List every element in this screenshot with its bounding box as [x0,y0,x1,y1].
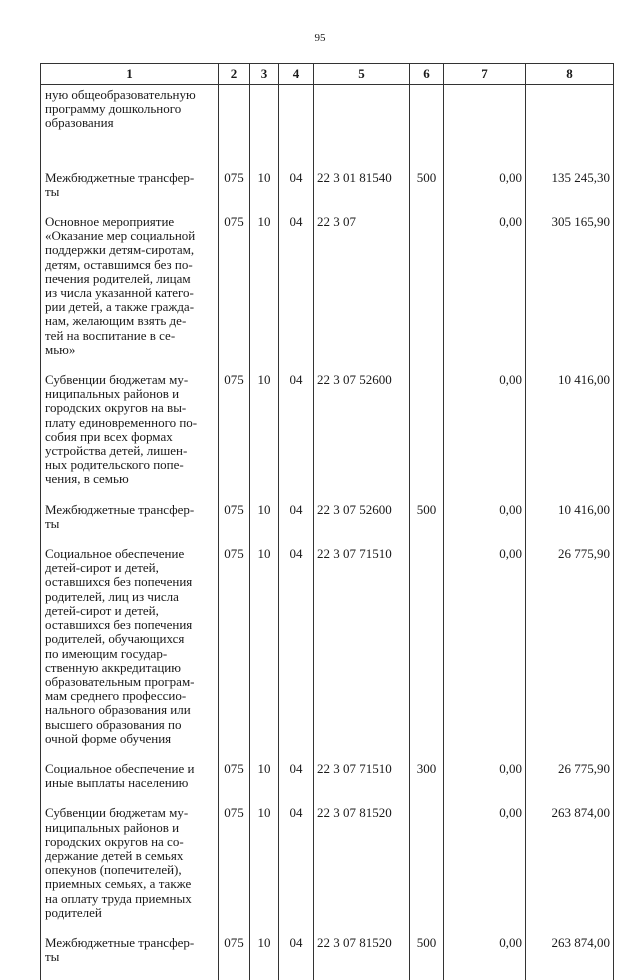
description-line: нам, желающим взять де- [45,314,215,328]
cell-expense-type [410,215,444,373]
cell-section: 10 [250,147,279,215]
cell-section: 10 [250,547,279,762]
cell-ministry: 075 [219,806,250,936]
description-line: высшего образования по [45,718,215,732]
table-row [41,806,614,936]
header-col-4: 4 [279,64,314,85]
cell-amount-8: 10 416,00 [526,503,614,547]
description-line: ты [45,517,215,531]
cell-expense-type: 500 [410,503,444,547]
description-line: по имеющим государ- [45,647,215,661]
cell-amount-8: 263 874,00 [526,806,614,936]
description-line: ственную аккредитацию [45,661,215,675]
description-line: собия при всех формах [45,430,215,444]
description-line: оставшихся без попечения [45,575,215,589]
cell-description [41,215,219,373]
description-line: опекунов (попечителей), [45,863,215,877]
cell-target-article: 22 3 07 52600 [314,503,410,547]
description-line: ниципальных районов и [45,821,215,835]
cell-description [41,762,219,806]
description-line: родителей [45,906,215,920]
cell-amount-8: 305 165,90 [526,215,614,373]
table-body [41,85,614,980]
cell-ministry: 075 [219,547,250,762]
cell-target-article: 22 3 07 81520 [314,936,410,980]
table-row [41,547,614,762]
cell-description [41,147,219,215]
cell-amount-8: 135 245,30 [526,147,614,215]
header-col-3: 3 [250,64,279,85]
cell-amount-7: 0,00 [444,936,526,980]
description-line: родителей, обучающихся [45,632,215,646]
cell-subsection: 04 [279,373,314,503]
cell-description [41,85,219,147]
cell-amount-7: 0,00 [444,762,526,806]
cell-expense-type: 500 [410,936,444,980]
page-number: 95 [0,32,640,44]
table-row [41,503,614,547]
cell-section: 10 [250,806,279,936]
description-line: тей на воспитание в се- [45,329,215,343]
description-line: Межбюджетные трансфер- [45,171,215,185]
cell-target-article [314,85,410,147]
cell-expense-type [410,547,444,762]
cell-description [41,806,219,936]
cell-subsection: 04 [279,547,314,762]
description-line: детей-сирот и детей, [45,561,215,575]
cell-description [41,373,219,503]
cell-expense-type: 300 [410,762,444,806]
cell-ministry: 075 [219,215,250,373]
cell-target-article: 22 3 07 [314,215,410,373]
cell-section: 10 [250,373,279,503]
description-line: городских округов на вы- [45,401,215,415]
cell-description [41,936,219,980]
header-col-7: 7 [444,64,526,85]
cell-amount-7: 0,00 [444,215,526,373]
description-line: очной форме обучения [45,732,215,746]
description-line: из числа указанной катего- [45,286,215,300]
table-row [41,215,614,373]
description-line: Основное мероприятие [45,215,215,229]
header-col-6: 6 [410,64,444,85]
description-line: плату единовременного по- [45,416,215,430]
cell-amount-7: 0,00 [444,373,526,503]
description-line: городских округов на со- [45,835,215,849]
description-line: на оплату труда приемных [45,892,215,906]
description-line: «Оказание мер социальной [45,229,215,243]
cell-target-article: 22 3 07 71510 [314,547,410,762]
cell-target-article: 22 3 07 52600 [314,373,410,503]
cell-ministry [219,85,250,147]
description-line: поддержки детям-сиротам, [45,243,215,257]
header-row [41,64,614,85]
cell-expense-type [410,85,444,147]
description-line: Субвенции бюджетам му- [45,806,215,820]
cell-amount-7 [444,85,526,147]
cell-subsection: 04 [279,762,314,806]
description-line: нального образования или [45,703,215,717]
description-line: образовательным програм- [45,675,215,689]
cell-amount-8: 26 775,90 [526,762,614,806]
cell-amount-8: 10 416,00 [526,373,614,503]
cell-target-article: 22 3 07 81520 [314,806,410,936]
description-line: детей-сирот и детей, [45,604,215,618]
cell-target-article: 22 3 01 81540 [314,147,410,215]
cell-ministry: 075 [219,936,250,980]
description-line: ты [45,185,215,199]
cell-section: 10 [250,936,279,980]
header-col-2: 2 [219,64,250,85]
cell-subsection: 04 [279,215,314,373]
header-col-5: 5 [314,64,410,85]
description-line: печения родителей, лицам [45,272,215,286]
table-row [41,762,614,806]
description-line: ных родительского попе- [45,458,215,472]
cell-expense-type [410,806,444,936]
cell-ministry: 075 [219,503,250,547]
description-line: мам среднего профессио- [45,689,215,703]
header-col-1: 1 [41,64,219,85]
description-line: Межбюджетные трансфер- [45,936,215,950]
cell-amount-8: 263 874,00 [526,936,614,980]
cell-subsection: 04 [279,147,314,215]
description-line: иные выплаты населению [45,776,215,790]
cell-expense-type [410,373,444,503]
description-line: держание детей в семьях [45,849,215,863]
description-line: ты [45,950,215,964]
cell-subsection: 04 [279,806,314,936]
cell-amount-7: 0,00 [444,806,526,936]
cell-amount-7: 0,00 [444,147,526,215]
description-line: Социальное обеспечение [45,547,215,561]
description-line: Межбюджетные трансфер- [45,503,215,517]
cell-ministry: 075 [219,147,250,215]
cell-expense-type: 500 [410,147,444,215]
cell-section: 10 [250,215,279,373]
description-line: приемных семьях, а также [45,877,215,891]
cell-section [250,85,279,147]
description-line: образования [45,116,215,130]
cell-target-article: 22 3 07 71510 [314,762,410,806]
cell-ministry: 075 [219,762,250,806]
header-col-8: 8 [526,64,614,85]
cell-amount-7: 0,00 [444,503,526,547]
table-row [41,373,614,503]
description-line: рии детей, а также гражда- [45,300,215,314]
cell-subsection: 04 [279,503,314,547]
table-row [41,936,614,980]
description-line: мью» [45,343,215,357]
table-row [41,147,614,215]
description-line: Субвенции бюджетам му- [45,373,215,387]
cell-amount-8 [526,85,614,147]
cell-subsection: 04 [279,936,314,980]
cell-ministry: 075 [219,373,250,503]
cell-section: 10 [250,503,279,547]
description-line: оставшихся без попечения [45,618,215,632]
description-line: программу дошкольного [45,102,215,116]
cell-description [41,503,219,547]
description-line: родителей, лиц из числа [45,590,215,604]
table-header [41,64,614,85]
description-line: устройства детей, лишен- [45,444,215,458]
cell-description [41,547,219,762]
cell-amount-7: 0,00 [444,547,526,762]
cell-amount-8: 26 775,90 [526,547,614,762]
description-line: чения, в семью [45,472,215,486]
table-row [41,85,614,147]
description-line: ную общеобразовательную [45,88,215,102]
cell-subsection [279,85,314,147]
cell-section: 10 [250,762,279,806]
budget-table [40,63,614,980]
description-line: детям, оставшимся без по- [45,258,215,272]
description-line: Социальное обеспечение и [45,762,215,776]
description-line: ниципальных районов и [45,387,215,401]
